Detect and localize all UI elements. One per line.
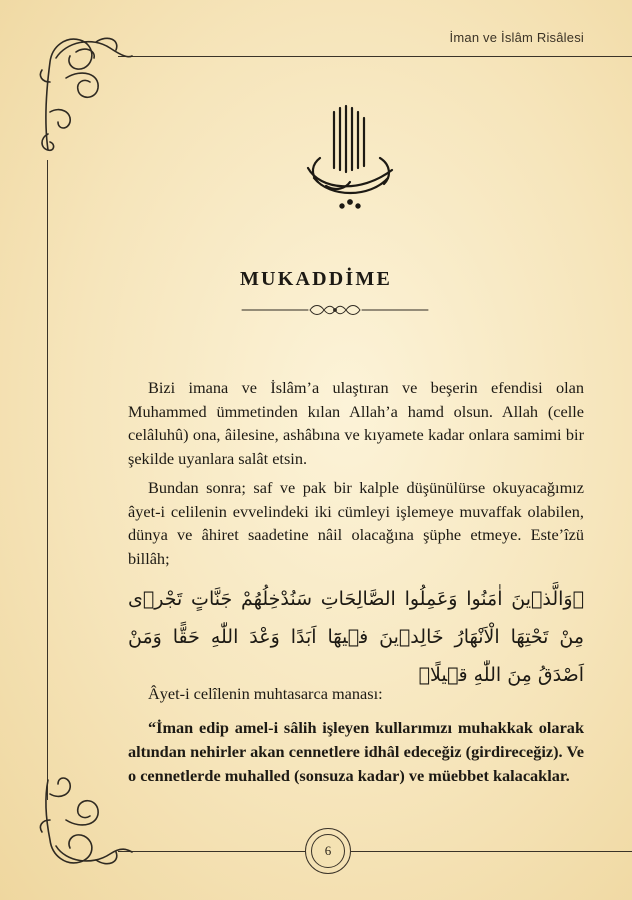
basmala-calligraphy-icon [300, 98, 400, 218]
meaning-intro: Âyet-i celîlenin muhtasarca manası: [148, 684, 383, 703]
title-divider-icon [240, 300, 430, 320]
corner-flourish-icon [36, 770, 136, 880]
meaning-text: “İman edip amel-i sâlih işleyen kullarımızı muhakkak olarak altından nehirler akan cennetlere idhâl edeceğiz (girdireceğiz). Ve o cennetlerde muhalled (sonsuza kadar) ve müebbet kalacaklar. [128, 718, 584, 785]
paragraph-2: Bundan sonra; saf ve pak bir kalple düşünülürse okuyacağımız âyet-i celilenin evvelindeki iki cümleyi işlemeye muvaffak olabilen, dünya ve âhiret saadetine nâil olacağına şüphe etmeye. Este’îzü billâh; [128, 478, 584, 568]
section-title: MUKADDİME [239, 268, 392, 290]
frame-bottom-line [118, 851, 306, 852]
arabic-verse: ﴿وَالَّذٖينَ اٰمَنُوا وَعَمِلُوا الصَّالِحَاتِ سَنُدْخِلُهُمْ جَنَّاتٍ تَجْرٖى مِنْ تَحْتِهَا الْاَنْهَارُ خَالِدٖينَ فٖيهَٓا اَبَدًا وَعْدَ اللّٰهِ حَقًّا وَمَنْ اَصْدَقُ مِنَ اللّٰهِ قٖيلًا﴾ [128, 588, 584, 686]
running-title: İman ve İslâm Risâlesi [449, 30, 584, 45]
frame-top-line [118, 56, 632, 57]
page-number: 6 [311, 834, 345, 868]
frame-bottom-line-right [351, 851, 632, 852]
paragraph-1: Bizi imana ve İslâm’a ulaştıran ve beşerin efendisi olan Muhammed ümmetinden kılan Allah’a hamd olsun. Allah (celle celâluhû) ona, âilesine, ashâbına ve kıyamete kadar onlara samimi bir şekilde uyanlara salât etsin. [128, 378, 584, 468]
corner-flourish-icon [36, 22, 136, 172]
frame-left-line [47, 160, 48, 800]
